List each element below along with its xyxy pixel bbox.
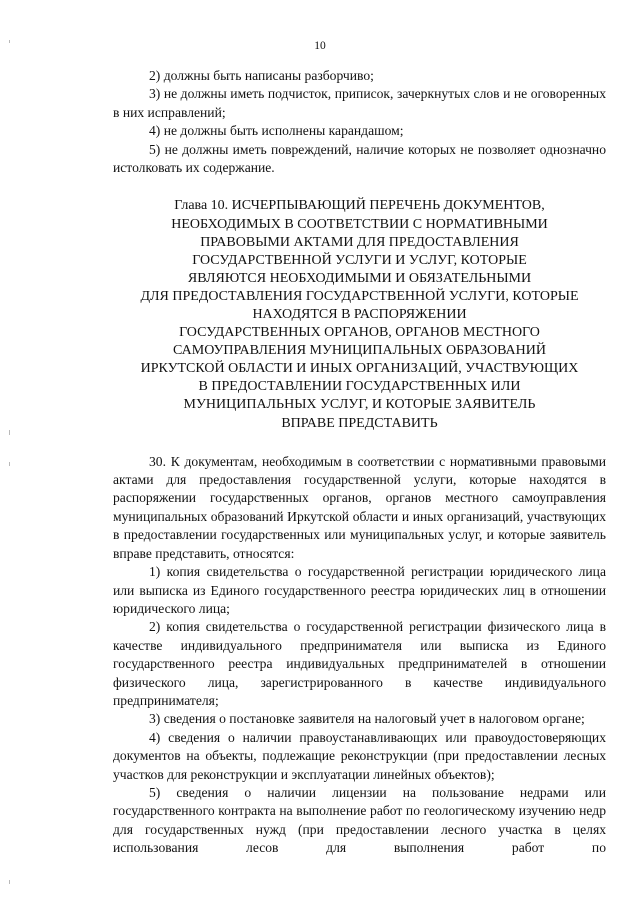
section-paragraph: 30. К документам, необходимым в соответствии с нормативными правовыми актами для предоставления государственной услуги, которые находятся в распоряжении государственных органов, органов местного самоуправления муниципальных образований Иркутской области и иных организаций, участвующих в предоставлении государственных или муниципальных услуг, и которые заявитель вправе представить, относятся: xyxy=(113,453,606,561)
chapter-heading-line: ЯВЛЯЮТСЯ НЕОБХОДИМЫМИ И ОБЯЗАТЕЛЬНЫМИ xyxy=(187,270,532,286)
chapter-heading-line: В ПРЕДОСТАВЛЕНИИ ГОСУДАРСТВЕННЫХ ИЛИ xyxy=(198,379,521,395)
list-item: 3) не должны иметь подчисток, приписок, зачеркнутых слов и не оговоренных в них исправлений; xyxy=(113,86,606,120)
chapter-heading-line: НАХОДЯТСЯ В РАСПОРЯЖЕНИИ xyxy=(252,307,467,322)
list-item: 3) сведения о постановке заявителя на налоговый учет в налоговом органе; xyxy=(149,711,585,727)
scan-margin-mark xyxy=(9,430,10,435)
chapter-heading-line: ГОСУДАРСТВЕННОЙ УСЛУГИ И УСЛУГ, КОТОРЫЕ xyxy=(192,252,527,268)
chapter-heading-line: САМОУПРАВЛЕНИЯ МУНИЦИПАЛЬНЫХ ОБРАЗОВАНИЙ xyxy=(173,343,546,359)
page-number: 10 xyxy=(314,40,326,52)
list-item: 5) сведения о наличии лицензии на пользование недрами или государственного контракта на выполнение работ по геологическому изучению недр для государственных нужд (при предоставлении лесного участка в целях использования лесов для выполнения работ по xyxy=(113,784,606,856)
list-item: 5) не должны иметь повреждений, наличие которых не позволяет однозначно истолковать их содержание. xyxy=(113,141,606,176)
chapter-heading-line: Глава 10. ИСЧЕРПЫВАЮЩИЙ ПЕРЕЧЕНЬ ДОКУМЕНТОВ, xyxy=(174,198,545,214)
chapter-heading-line: НЕОБХОДИМЫХ В СООТВЕТСТВИИ С НОРМАТИВНЫМИ xyxy=(171,216,548,232)
chapter-heading-line: МУНИЦИПАЛЬНЫХ УСЛУГ, И КОТОРЫЕ ЗАЯВИТЕЛЬ xyxy=(183,397,536,413)
chapter-heading-line: ВПРАВЕ ПРЕДСТАВИТЬ xyxy=(281,415,438,431)
list-item: 4) сведения о наличии правоустанавливающих или правоудостоверяющих документов на объекты, подлежащие реконструкции (при предоставлении лесных участков для реконструкции и эксплуатации линейных объектов); xyxy=(113,729,606,782)
list-item: 2) копия свидетельства о государственной регистрации физического лица в качестве индивидуального предпринимателя или выписка из Единого государственного реестра индивидуальных предпринимателей в отношении физического лица, зарегистрированного в качестве индивидуального предпринимателя; xyxy=(113,619,606,708)
scan-margin-mark xyxy=(9,462,10,466)
list-item: 2) должны быть написаны разборчиво; xyxy=(149,68,374,83)
scan-margin-mark xyxy=(9,880,10,884)
chapter-heading xyxy=(113,197,606,432)
list-item: 1) копия свидетельства о государственной регистрации юридического лица или выписка из Единого государственного реестра юридических лиц в отношении юридического лица; xyxy=(113,564,606,616)
list-item: 4) не должны быть исполнены карандашом; xyxy=(149,123,404,139)
chapter-heading-line: ПРАВОВЫМИ АКТАМИ ДЛЯ ПРЕДОСТАВЛЕНИЯ xyxy=(200,234,519,250)
document-body xyxy=(113,67,606,858)
chapter-heading-line: ИРКУТСКОЙ ОБЛАСТИ И ИНЫХ ОРГАНИЗАЦИЙ, УЧАСТВУЮЩИХ xyxy=(140,361,579,377)
chapter-heading-line: ДЛЯ ПРЕДОСТАВЛЕНИЯ ГОСУДАРСТВЕННОЙ УСЛУГИ, КОТОРЫЕ xyxy=(140,288,579,304)
chapter-heading-line: ГОСУДАРСТВЕННЫХ ОРГАНОВ, ОРГАНОВ МЕСТНОГО xyxy=(179,325,540,341)
